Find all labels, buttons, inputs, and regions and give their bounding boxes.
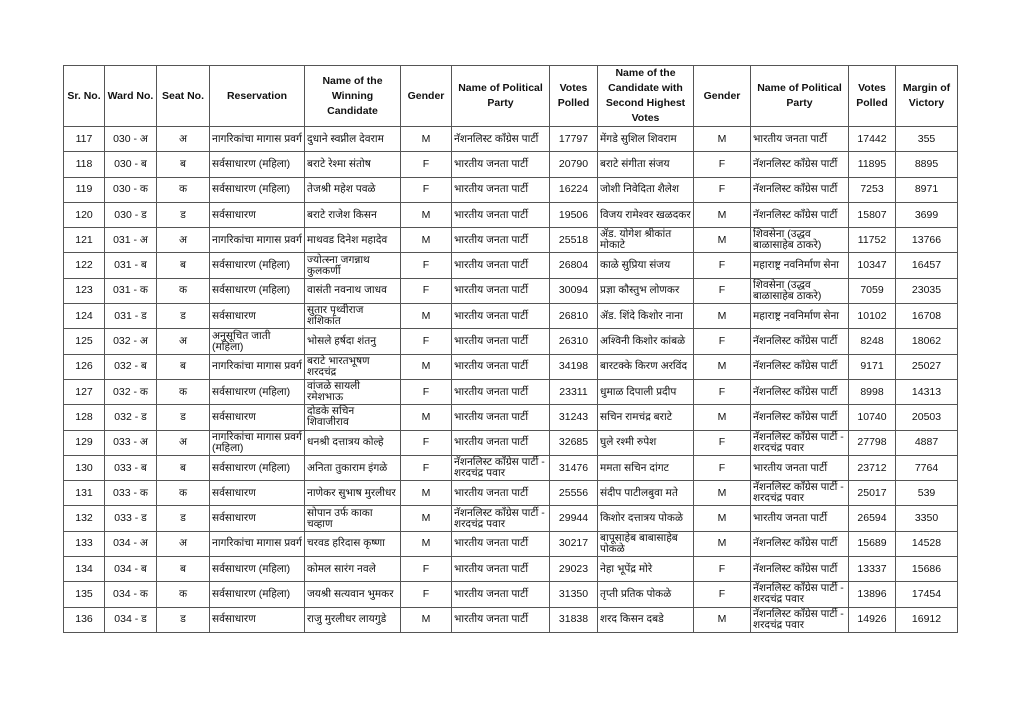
seat-no-cell: ड	[157, 202, 210, 227]
runner-gender-cell: F	[694, 329, 751, 354]
seat-no-cell: क	[157, 177, 210, 202]
winner-party-cell: भारतीय जनता पार्टी	[452, 329, 550, 354]
margin-cell: 539	[896, 481, 958, 506]
sr-no-cell: 127	[64, 379, 105, 404]
ward-no-cell: 030 - क	[105, 177, 157, 202]
sr-no-cell: 134	[64, 557, 105, 582]
runner-gender-cell: M	[694, 481, 751, 506]
seat-no-cell: ब	[157, 152, 210, 177]
table-row	[64, 152, 958, 177]
seat-no-cell: ब	[157, 253, 210, 278]
sr-no-cell: 130	[64, 455, 105, 480]
winner-gender-cell: M	[401, 354, 452, 379]
runner-votes-cell: 23712	[849, 455, 896, 480]
runner-name-cell: अश्विनी किशोर कांबळे	[598, 329, 694, 354]
winner-name-cell: दुधाने स्वप्नील देवराम	[305, 127, 401, 152]
runner-name-cell: नेहा भूपेंद्र मोरे	[598, 557, 694, 582]
ward-no-cell: 033 - ब	[105, 455, 157, 480]
margin-cell: 25027	[896, 354, 958, 379]
seat-no-cell: अ	[157, 531, 210, 556]
ward-no-cell: 030 - ड	[105, 202, 157, 227]
margin-cell: 18062	[896, 329, 958, 354]
runner-name-cell: मेंगडे सुशिल शिवराम	[598, 127, 694, 152]
margin-cell: 17454	[896, 582, 958, 607]
runner-party-cell: भारतीय जनता पार्टी	[751, 506, 849, 531]
winner-name-cell: बराटे भारतभूषण शरदचंद्र	[305, 354, 401, 379]
reservation-cell: सर्वसाधारण (महिला)	[210, 379, 305, 404]
table-row	[64, 253, 958, 278]
winner-party-cell: भारतीय जनता पार्टी	[452, 202, 550, 227]
table-row	[64, 582, 958, 607]
reservation-cell: सर्वसाधारण (महिला)	[210, 278, 305, 303]
runner-gender-cell: F	[694, 152, 751, 177]
runner-party-cell: भारतीय जनता पार्टी	[751, 127, 849, 152]
runner-gender-cell: F	[694, 455, 751, 480]
runner-name-cell: तृप्ती प्रतिक पोकळे	[598, 582, 694, 607]
sr-no-cell: 136	[64, 607, 105, 632]
runner-gender-cell: M	[694, 607, 751, 632]
reservation-cell: सर्वसाधारण (महिला)	[210, 455, 305, 480]
ward-no-cell: 033 - क	[105, 481, 157, 506]
winner-name-cell: नाणेकर सुभाष मुरलीधर	[305, 481, 401, 506]
runner-votes-cell: 10102	[849, 304, 896, 329]
winner-name-cell: राजु मुरलीधर लायगुडे	[305, 607, 401, 632]
winner-party-cell: भारतीय जनता पार्टी	[452, 430, 550, 455]
winner-votes-cell: 30217	[550, 531, 598, 556]
runner-gender-cell: M	[694, 127, 751, 152]
winner-name-cell: ज्योत्स्ना जगन्नाथ कुलकर्णी	[305, 253, 401, 278]
runner-gender-cell: F	[694, 278, 751, 303]
table-row	[64, 329, 958, 354]
winner-name-cell: जयश्री सत्यवान भुमकर	[305, 582, 401, 607]
seat-no-cell: क	[157, 582, 210, 607]
ward-no-cell: 032 - अ	[105, 329, 157, 354]
table-row	[64, 455, 958, 480]
winner-gender-cell: F	[401, 379, 452, 404]
runner-votes-cell: 10740	[849, 405, 896, 430]
seat-no-cell: क	[157, 278, 210, 303]
runner-party-cell: शिवसेना (उद्धव बाळासाहेब ठाकरे)	[751, 228, 849, 253]
runner-votes-cell: 15689	[849, 531, 896, 556]
runner-name-cell: काळे सुप्रिया संजय	[598, 253, 694, 278]
runner-gender-cell: F	[694, 253, 751, 278]
table-row	[64, 379, 958, 404]
table-row	[64, 607, 958, 632]
runner-party-cell: नॅशनलिस्ट काँग्रेस पार्टी	[751, 354, 849, 379]
ward-no-cell: 032 - क	[105, 379, 157, 404]
winner-votes-cell: 26310	[550, 329, 598, 354]
reservation-cell: अनुसूचित जाती (महिला)	[210, 329, 305, 354]
winner-party-cell: भारतीय जनता पार्टी	[452, 607, 550, 632]
header-reservation: Reservation	[210, 66, 305, 127]
runner-name-cell: किशोर दत्तात्रय पोकळे	[598, 506, 694, 531]
margin-cell: 15686	[896, 557, 958, 582]
winner-gender-cell: F	[401, 329, 452, 354]
runner-name-cell: ॲड. शिंदे किशोर नाना	[598, 304, 694, 329]
seat-no-cell: ड	[157, 405, 210, 430]
runner-name-cell: ॲड. योगेश श्रीकांत मोकाटे	[598, 228, 694, 253]
runner-votes-cell: 13896	[849, 582, 896, 607]
runner-votes-cell: 26594	[849, 506, 896, 531]
seat-no-cell: ड	[157, 607, 210, 632]
runner-gender-cell: M	[694, 405, 751, 430]
election-results-table	[63, 65, 958, 633]
runner-party-cell: नॅशनलिस्ट काँग्रेस पार्टी - शरदचंद्र पवार	[751, 607, 849, 632]
winner-name-cell: वांजळे सायली रमेशभाऊ	[305, 379, 401, 404]
winner-gender-cell: M	[401, 202, 452, 227]
table-row	[64, 405, 958, 430]
table-row	[64, 557, 958, 582]
reservation-cell: सर्वसाधारण (महिला)	[210, 253, 305, 278]
runner-name-cell: शरद किसन दबडे	[598, 607, 694, 632]
winner-votes-cell: 17797	[550, 127, 598, 152]
winner-votes-cell: 31243	[550, 405, 598, 430]
runner-party-cell: नॅशनलिस्ट काँग्रेस पार्टी	[751, 152, 849, 177]
winner-name-cell: सुतार पृथ्वीराज शशिकांत	[305, 304, 401, 329]
sr-no-cell: 129	[64, 430, 105, 455]
runner-party-cell: नॅशनलिस्ट काँग्रेस पार्टी - शरदचंद्र पवार	[751, 430, 849, 455]
table-row	[64, 304, 958, 329]
seat-no-cell: ड	[157, 304, 210, 329]
winner-name-cell: कोमल सारंग नवले	[305, 557, 401, 582]
winner-name-cell: बराटे राजेश किसन	[305, 202, 401, 227]
reservation-cell: सर्वसाधारण	[210, 506, 305, 531]
winner-party-cell: भारतीय जनता पार्टी	[452, 379, 550, 404]
runner-gender-cell: M	[694, 228, 751, 253]
runner-gender-cell: F	[694, 379, 751, 404]
seat-no-cell: क	[157, 481, 210, 506]
winner-gender-cell: M	[401, 405, 452, 430]
runner-votes-cell: 17442	[849, 127, 896, 152]
header-margin: Margin of Victory	[896, 66, 958, 127]
runner-gender-cell: M	[694, 304, 751, 329]
seat-no-cell: अ	[157, 228, 210, 253]
ward-no-cell: 033 - ड	[105, 506, 157, 531]
table-row	[64, 177, 958, 202]
runner-party-cell: नॅशनलिस्ट काँग्रेस पार्टी - शरदचंद्र पवार	[751, 582, 849, 607]
margin-cell: 20503	[896, 405, 958, 430]
reservation-cell: नागरिकांचा मागास प्रवर्ग	[210, 531, 305, 556]
winner-party-cell: नॅशनलिस्ट काँग्रेस पार्टी	[452, 127, 550, 152]
runner-party-cell: नॅशनलिस्ट काँग्रेस पार्टी	[751, 177, 849, 202]
table-row	[64, 481, 958, 506]
seat-no-cell: अ	[157, 329, 210, 354]
winner-votes-cell: 25518	[550, 228, 598, 253]
runner-gender-cell: F	[694, 582, 751, 607]
winner-name-cell: बराटे रेश्मा संतोष	[305, 152, 401, 177]
runner-votes-cell: 10347	[849, 253, 896, 278]
sr-no-cell: 135	[64, 582, 105, 607]
ward-no-cell: 031 - अ	[105, 228, 157, 253]
sr-no-cell: 118	[64, 152, 105, 177]
winner-party-cell: भारतीय जनता पार्टी	[452, 152, 550, 177]
winner-votes-cell: 23311	[550, 379, 598, 404]
winner-name-cell: धनश्री दत्तात्रय कोल्हे	[305, 430, 401, 455]
margin-cell: 3350	[896, 506, 958, 531]
winner-votes-cell: 34198	[550, 354, 598, 379]
margin-cell: 8895	[896, 152, 958, 177]
ward-no-cell: 034 - ब	[105, 557, 157, 582]
sr-no-cell: 126	[64, 354, 105, 379]
winner-party-cell: भारतीय जनता पार्टी	[452, 177, 550, 202]
reservation-cell: नागरिकांचा मागास प्रवर्ग (महिला)	[210, 430, 305, 455]
ward-no-cell: 031 - ड	[105, 304, 157, 329]
table-row	[64, 202, 958, 227]
winner-gender-cell: M	[401, 607, 452, 632]
winner-gender-cell: M	[401, 506, 452, 531]
winner-votes-cell: 25556	[550, 481, 598, 506]
seat-no-cell: ड	[157, 506, 210, 531]
winner-gender-cell: F	[401, 152, 452, 177]
table-row	[64, 531, 958, 556]
ward-no-cell: 031 - क	[105, 278, 157, 303]
runner-party-cell: महाराष्ट्र नवनिर्माण सेना	[751, 253, 849, 278]
runner-name-cell: प्रज्ञा कौस्तुभ लोणकर	[598, 278, 694, 303]
winner-votes-cell: 29023	[550, 557, 598, 582]
runner-party-cell: नॅशनलिस्ट काँग्रेस पार्टी	[751, 557, 849, 582]
winner-party-cell: भारतीय जनता पार्टी	[452, 531, 550, 556]
header-runner-gender: Gender	[694, 66, 751, 127]
winner-name-cell: सोपान उर्फ काका चव्हाण	[305, 506, 401, 531]
runner-party-cell: शिवसेना (उद्धव बाळासाहेब ठाकरे)	[751, 278, 849, 303]
reservation-cell: सर्वसाधारण	[210, 304, 305, 329]
header-runner-votes: Votes Polled	[849, 66, 896, 127]
seat-no-cell: अ	[157, 430, 210, 455]
winner-party-cell: भारतीय जनता पार्टी	[452, 582, 550, 607]
seat-no-cell: ब	[157, 354, 210, 379]
runner-party-cell: भारतीय जनता पार्टी	[751, 455, 849, 480]
runner-name-cell: बारटक्के किरण अरविंद	[598, 354, 694, 379]
seat-no-cell: अ	[157, 127, 210, 152]
winner-votes-cell: 20790	[550, 152, 598, 177]
table-header	[64, 66, 958, 127]
reservation-cell: सर्वसाधारण (महिला)	[210, 582, 305, 607]
runner-votes-cell: 13337	[849, 557, 896, 582]
table-row	[64, 354, 958, 379]
winner-gender-cell: F	[401, 582, 452, 607]
winner-gender-cell: F	[401, 557, 452, 582]
sr-no-cell: 123	[64, 278, 105, 303]
winner-name-cell: तेजश्री महेश पवळे	[305, 177, 401, 202]
runner-votes-cell: 7059	[849, 278, 896, 303]
winner-votes-cell: 26810	[550, 304, 598, 329]
margin-cell: 14528	[896, 531, 958, 556]
reservation-cell: सर्वसाधारण	[210, 481, 305, 506]
table-row	[64, 228, 958, 253]
header-runner-candidate: Name of the Candidate with Second Highest Votes	[598, 66, 694, 127]
ward-no-cell: 034 - ड	[105, 607, 157, 632]
runner-votes-cell: 15807	[849, 202, 896, 227]
winner-votes-cell: 19506	[550, 202, 598, 227]
runner-party-cell: नॅशनलिस्ट काँग्रेस पार्टी	[751, 329, 849, 354]
sr-no-cell: 120	[64, 202, 105, 227]
runner-gender-cell: F	[694, 430, 751, 455]
runner-name-cell: धुमाळ दिपाली प्रदीप	[598, 379, 694, 404]
sr-no-cell: 132	[64, 506, 105, 531]
winner-name-cell: भोसले हर्षदा शंतनु	[305, 329, 401, 354]
runner-votes-cell: 7253	[849, 177, 896, 202]
winner-gender-cell: M	[401, 127, 452, 152]
winner-name-cell: माथवड दिनेश महादेव	[305, 228, 401, 253]
runner-gender-cell: M	[694, 506, 751, 531]
runner-votes-cell: 11752	[849, 228, 896, 253]
winner-gender-cell: F	[401, 430, 452, 455]
ward-no-cell: 032 - ड	[105, 405, 157, 430]
ward-no-cell: 033 - अ	[105, 430, 157, 455]
runner-votes-cell: 25017	[849, 481, 896, 506]
winner-party-cell: भारतीय जनता पार्टी	[452, 253, 550, 278]
header-row	[64, 66, 958, 127]
winner-gender-cell: M	[401, 531, 452, 556]
table-row	[64, 430, 958, 455]
winner-party-cell: भारतीय जनता पार्टी	[452, 481, 550, 506]
reservation-cell: सर्वसाधारण	[210, 405, 305, 430]
winner-votes-cell: 29944	[550, 506, 598, 531]
winner-gender-cell: F	[401, 278, 452, 303]
margin-cell: 3699	[896, 202, 958, 227]
runner-name-cell: बापूसाहेब बाबासाहेब पोकळे	[598, 531, 694, 556]
runner-gender-cell: M	[694, 531, 751, 556]
runner-party-cell: नॅशनलिस्ट काँग्रेस पार्टी	[751, 405, 849, 430]
ward-no-cell: 032 - ब	[105, 354, 157, 379]
margin-cell: 14313	[896, 379, 958, 404]
header-runner-party: Name of Political Party	[751, 66, 849, 127]
seat-no-cell: ब	[157, 557, 210, 582]
runner-gender-cell: M	[694, 354, 751, 379]
margin-cell: 16457	[896, 253, 958, 278]
runner-gender-cell: M	[694, 202, 751, 227]
reservation-cell: नागरिकांचा मागास प्रवर्ग	[210, 228, 305, 253]
header-ward-no: Ward No.	[105, 66, 157, 127]
runner-party-cell: नॅशनलिस्ट काँग्रेस पार्टी	[751, 379, 849, 404]
seat-no-cell: क	[157, 379, 210, 404]
winner-votes-cell: 30094	[550, 278, 598, 303]
margin-cell: 23035	[896, 278, 958, 303]
runner-name-cell: सचिन रामचंद्र बराटे	[598, 405, 694, 430]
winner-gender-cell: F	[401, 177, 452, 202]
winner-party-cell: भारतीय जनता पार्टी	[452, 354, 550, 379]
runner-gender-cell: F	[694, 557, 751, 582]
sr-no-cell: 119	[64, 177, 105, 202]
sr-no-cell: 125	[64, 329, 105, 354]
winner-votes-cell: 16224	[550, 177, 598, 202]
runner-votes-cell: 9171	[849, 354, 896, 379]
ward-no-cell: 031 - ब	[105, 253, 157, 278]
winner-party-cell: भारतीय जनता पार्टी	[452, 278, 550, 303]
table-row	[64, 278, 958, 303]
margin-cell: 4887	[896, 430, 958, 455]
winner-gender-cell: M	[401, 228, 452, 253]
margin-cell: 16912	[896, 607, 958, 632]
runner-party-cell: नॅशनलिस्ट काँग्रेस पार्टी - शरदचंद्र पवार	[751, 481, 849, 506]
reservation-cell: सर्वसाधारण	[210, 202, 305, 227]
reservation-cell: नागरिकांचा मागास प्रवर्ग	[210, 127, 305, 152]
header-winner-votes: Votes Polled	[550, 66, 598, 127]
header-seat-no: Seat No.	[157, 66, 210, 127]
winner-party-cell: भारतीय जनता पार्टी	[452, 405, 550, 430]
table-body	[64, 127, 958, 633]
sr-no-cell: 133	[64, 531, 105, 556]
winner-name-cell: दोडके सचिन शिवाजीराव	[305, 405, 401, 430]
winner-votes-cell: 26804	[550, 253, 598, 278]
table-row	[64, 127, 958, 152]
table-row	[64, 506, 958, 531]
runner-votes-cell: 8248	[849, 329, 896, 354]
runner-name-cell: जोशी निवेदिता शैलेश	[598, 177, 694, 202]
runner-votes-cell: 11895	[849, 152, 896, 177]
runner-votes-cell: 14926	[849, 607, 896, 632]
margin-cell: 8971	[896, 177, 958, 202]
winner-votes-cell: 32685	[550, 430, 598, 455]
seat-no-cell: ब	[157, 455, 210, 480]
runner-party-cell: नॅशनलिस्ट काँग्रेस पार्टी	[751, 531, 849, 556]
runner-name-cell: घुले रश्मी रुपेश	[598, 430, 694, 455]
winner-name-cell: अनिता तुकाराम इंगळे	[305, 455, 401, 480]
runner-gender-cell: F	[694, 177, 751, 202]
header-sr-no: Sr. No.	[64, 66, 105, 127]
margin-cell: 355	[896, 127, 958, 152]
reservation-cell: सर्वसाधारण (महिला)	[210, 557, 305, 582]
sr-no-cell: 122	[64, 253, 105, 278]
winner-gender-cell: F	[401, 253, 452, 278]
sr-no-cell: 128	[64, 405, 105, 430]
runner-name-cell: विजय रामेश्वर खळदकर	[598, 202, 694, 227]
winner-party-cell: भारतीय जनता पार्टी	[452, 228, 550, 253]
margin-cell: 7764	[896, 455, 958, 480]
margin-cell: 13766	[896, 228, 958, 253]
winner-party-cell: नॅशनलिस्ट काँग्रेस पार्टी - शरदचंद्र पवार	[452, 455, 550, 480]
ward-no-cell: 030 - अ	[105, 127, 157, 152]
runner-name-cell: संदीप पाटीलबुवा मते	[598, 481, 694, 506]
runner-votes-cell: 27798	[849, 430, 896, 455]
winner-party-cell: भारतीय जनता पार्टी	[452, 557, 550, 582]
sr-no-cell: 117	[64, 127, 105, 152]
margin-cell: 16708	[896, 304, 958, 329]
winner-votes-cell: 31350	[550, 582, 598, 607]
winner-name-cell: चरवड हरिदास कृष्णा	[305, 531, 401, 556]
sr-no-cell: 121	[64, 228, 105, 253]
sr-no-cell: 124	[64, 304, 105, 329]
winner-name-cell: वासंती नवनाथ जाधव	[305, 278, 401, 303]
sr-no-cell: 131	[64, 481, 105, 506]
header-winner-party: Name of Political Party	[452, 66, 550, 127]
reservation-cell: सर्वसाधारण (महिला)	[210, 152, 305, 177]
runner-party-cell: नॅशनलिस्ट काँग्रेस पार्टी	[751, 202, 849, 227]
reservation-cell: सर्वसाधारण	[210, 607, 305, 632]
ward-no-cell: 030 - ब	[105, 152, 157, 177]
winner-gender-cell: F	[401, 455, 452, 480]
runner-name-cell: ममता सचिन दांगट	[598, 455, 694, 480]
runner-votes-cell: 8998	[849, 379, 896, 404]
winner-gender-cell: M	[401, 481, 452, 506]
header-winning-candidate: Name of the Winning Candidate	[305, 66, 401, 127]
winner-gender-cell: M	[401, 304, 452, 329]
winner-votes-cell: 31838	[550, 607, 598, 632]
ward-no-cell: 034 - क	[105, 582, 157, 607]
winner-party-cell: नॅशनलिस्ट काँग्रेस पार्टी - शरदचंद्र पवार	[452, 506, 550, 531]
winner-party-cell: भारतीय जनता पार्टी	[452, 304, 550, 329]
winner-votes-cell: 31476	[550, 455, 598, 480]
runner-name-cell: बराटे संगीता संजय	[598, 152, 694, 177]
reservation-cell: नागरिकांचा मागास प्रवर्ग	[210, 354, 305, 379]
ward-no-cell: 034 - अ	[105, 531, 157, 556]
runner-party-cell: महाराष्ट्र नवनिर्माण सेना	[751, 304, 849, 329]
header-winner-gender: Gender	[401, 66, 452, 127]
reservation-cell: सर्वसाधारण (महिला)	[210, 177, 305, 202]
